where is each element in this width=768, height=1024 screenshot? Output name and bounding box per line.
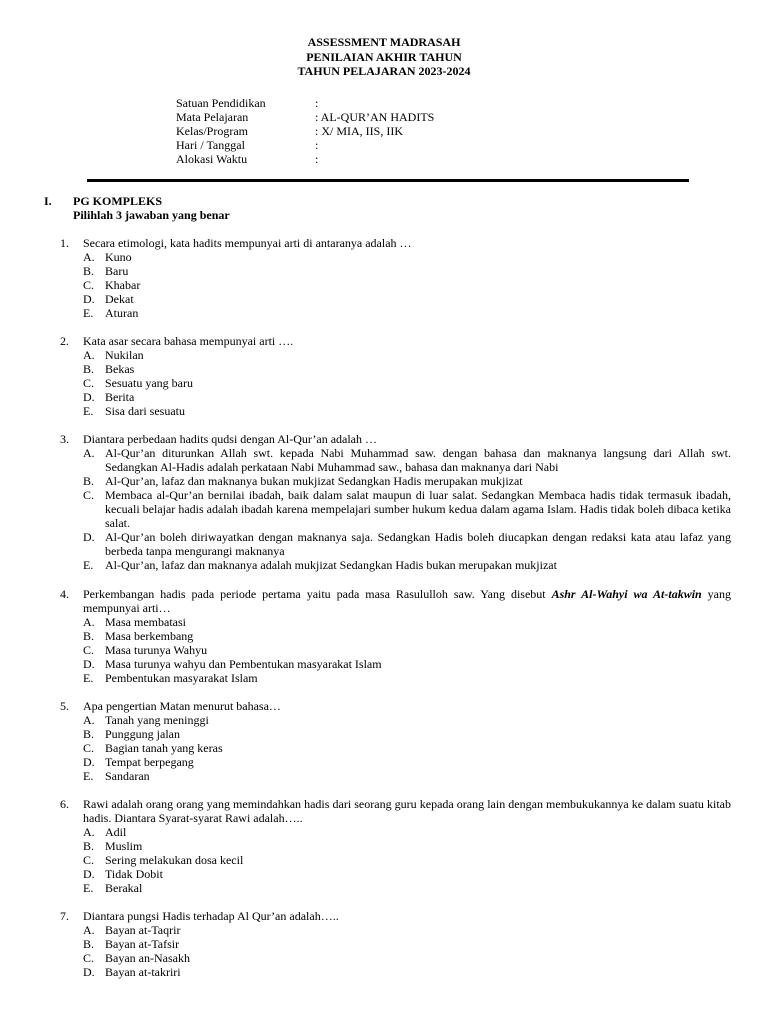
info-value: : bbox=[315, 138, 319, 152]
option-a[interactable]: A. Tanah yang meninggi bbox=[83, 713, 209, 727]
exam-info bbox=[176, 96, 434, 166]
option-c[interactable]: C. Sesuatu yang baru bbox=[83, 376, 193, 390]
question-text: Perkembangan hadis pada periode pertama yaitu pada masa Rasululloh saw. Yang disebut Ashr Al-Wahyi wa At-takwin yang mempunyai arti… bbox=[83, 587, 731, 615]
option-d[interactable]: D. Tidak Dobit bbox=[83, 867, 163, 881]
info-label: Kelas/Program bbox=[176, 124, 248, 138]
option-c[interactable]: C. Bagian tanah yang keras bbox=[83, 741, 223, 755]
option-d[interactable]: D. Dekat bbox=[83, 292, 134, 306]
option-c[interactable]: C. Khabar bbox=[83, 278, 141, 292]
question-1 bbox=[60, 236, 731, 320]
option-b[interactable]: B. Punggung jalan bbox=[83, 727, 180, 741]
question-text: Rawi adalah orang orang yang memindahkan hadis dari seorang guru kepada orang lain dengan membukukannya ke dalam suatu kitab hadis. Diantara Syarat-syarat Rawi adalah….. bbox=[83, 797, 731, 825]
emphasized-term: Ashr Al-Wahyi wa At-takwin bbox=[551, 587, 702, 601]
option-a[interactable]: A. Adil bbox=[83, 825, 127, 839]
header-year: TAHUN PELAJARAN 2023-2024 bbox=[297, 64, 471, 78]
section-heading bbox=[44, 194, 230, 222]
section-number: I. bbox=[44, 194, 52, 208]
question-text: Secara etimologi, kata hadits mempunyai arti di antaranya adalah … bbox=[83, 236, 412, 250]
question-5 bbox=[60, 699, 731, 783]
question-number: 3. bbox=[60, 432, 69, 446]
header-subtitle: PENILAIAN AKHIR TAHUN bbox=[306, 49, 462, 64]
option-b[interactable]: B. Bayan at-Tafsir bbox=[83, 937, 180, 951]
info-row-time bbox=[176, 152, 434, 166]
info-label: Alokasi Waktu bbox=[176, 152, 248, 166]
question-3 bbox=[60, 432, 731, 572]
option-b[interactable]: B. Bekas bbox=[83, 362, 135, 376]
question-text: Apa pengertian Matan menurut bahasa… bbox=[83, 699, 281, 713]
question-text: Diantara pungsi Hadis terhadap Al Qur’an adalah….. bbox=[83, 909, 339, 923]
option-d[interactable]: D. Bayan at-takriri bbox=[83, 965, 181, 979]
question-4 bbox=[60, 587, 731, 685]
option-e[interactable]: E. Sandaran bbox=[83, 769, 150, 783]
question-number: 6. bbox=[60, 797, 69, 811]
option-e[interactable]: E. Pembentukan masyarakat Islam bbox=[83, 671, 258, 685]
section-title: PG KOMPLEKS bbox=[73, 194, 163, 208]
option-a[interactable]: A. Al-Qur’an diturunkan Allah swt. kepada Nabi Muhammad saw. dengan bahasa dan maknanya langsung dari Allah swt. Sedangkan Al-Hadis adalah perkataan Nabi Muhammad saw., bahasa dan maknanya dari Nabi bbox=[83, 446, 731, 474]
question-7 bbox=[60, 909, 731, 979]
option-b[interactable]: B. Masa berkembang bbox=[83, 629, 194, 643]
option-e[interactable]: E. Aturan bbox=[83, 306, 139, 320]
option-a[interactable]: A. Bayan at-Taqrir bbox=[83, 923, 181, 937]
option-c[interactable]: C. Membaca al-Qur’an bernilai ibadah, baik dalam salat maupun di luar salat. Sedangkan Membaca hadis tidak termasuk ibadah, kecuali belajar hadis adalah ibadah karena mempelajari sumber hukum kedua dalam agama Islam. Hadis tidak boleh dibaca ketika salat. bbox=[83, 488, 731, 530]
option-b[interactable]: B. Baru bbox=[83, 264, 129, 278]
option-c[interactable]: C. Bayan an-Nasakh bbox=[83, 951, 190, 965]
info-row-date bbox=[176, 138, 434, 152]
info-value: : X/ MIA, IIS, IIK bbox=[315, 124, 403, 138]
option-e[interactable]: E. Al-Qur’an, lafaz dan maknanya adalah mukjizat Sedangkan Hadis bukan merupakan mukjizat bbox=[83, 558, 557, 572]
info-row-school bbox=[176, 96, 434, 110]
question-number: 1. bbox=[60, 236, 69, 250]
option-e[interactable]: E. Berakal bbox=[83, 881, 143, 895]
option-e[interactable]: E. Sisa dari sesuatu bbox=[83, 404, 185, 418]
info-row-class bbox=[176, 124, 434, 138]
info-row-subject bbox=[176, 110, 434, 124]
option-a[interactable]: A. Masa membatasi bbox=[83, 615, 186, 629]
question-number: 7. bbox=[60, 909, 69, 923]
option-c[interactable]: C. Sering melakukan dosa kecil bbox=[83, 853, 244, 867]
option-d[interactable]: D. Al-Qur’an boleh diriwayatkan dengan maknanya saja. Sedangkan Hadis boleh diucapkan dengan redaksi kata atau lafaz yang berbeda tanpa mengurangi maknanya bbox=[83, 530, 731, 558]
option-b[interactable]: B. Al-Qur’an, lafaz dan maknanya bukan mukjizat Sedangkan Hadis merupakan mukjizat bbox=[83, 474, 523, 488]
option-d[interactable]: D. Tempat berpegang bbox=[83, 755, 194, 769]
info-value: : bbox=[315, 152, 319, 166]
info-value: : bbox=[315, 96, 319, 110]
option-d[interactable]: D. Berita bbox=[83, 390, 135, 404]
option-a[interactable]: A. Kuno bbox=[83, 250, 132, 264]
info-value: : AL-QUR’AN HADITS bbox=[315, 110, 435, 124]
question-6 bbox=[60, 797, 731, 895]
question-number: 2. bbox=[60, 334, 69, 348]
option-a[interactable]: A. Nukilan bbox=[83, 348, 144, 362]
info-label: Satuan Pendidikan bbox=[176, 96, 266, 110]
question-2 bbox=[60, 334, 731, 418]
option-d[interactable]: D. Masa turunya wahyu dan Pembentukan masyarakat Islam bbox=[83, 657, 382, 671]
question-number: 4. bbox=[60, 587, 69, 601]
info-label: Mata Pelajaran bbox=[176, 110, 249, 124]
option-c[interactable]: C. Masa turunya Wahyu bbox=[83, 643, 208, 657]
question-text: Diantara perbedaan hadits qudsi dengan Al-Qur’an adalah … bbox=[83, 432, 378, 446]
header-title: ASSESSMENT MADRASAH bbox=[307, 35, 461, 49]
section-instruction: Pilihlah 3 jawaban yang benar bbox=[73, 208, 230, 222]
option-b[interactable]: B. Muslim bbox=[83, 839, 143, 853]
question-number: 5. bbox=[60, 699, 69, 713]
question-text: Kata asar secara bahasa mempunyai arti …. bbox=[83, 334, 294, 348]
info-label: Hari / Tanggal bbox=[176, 138, 245, 152]
header-divider bbox=[87, 179, 689, 182]
exam-header bbox=[0, 35, 768, 79]
